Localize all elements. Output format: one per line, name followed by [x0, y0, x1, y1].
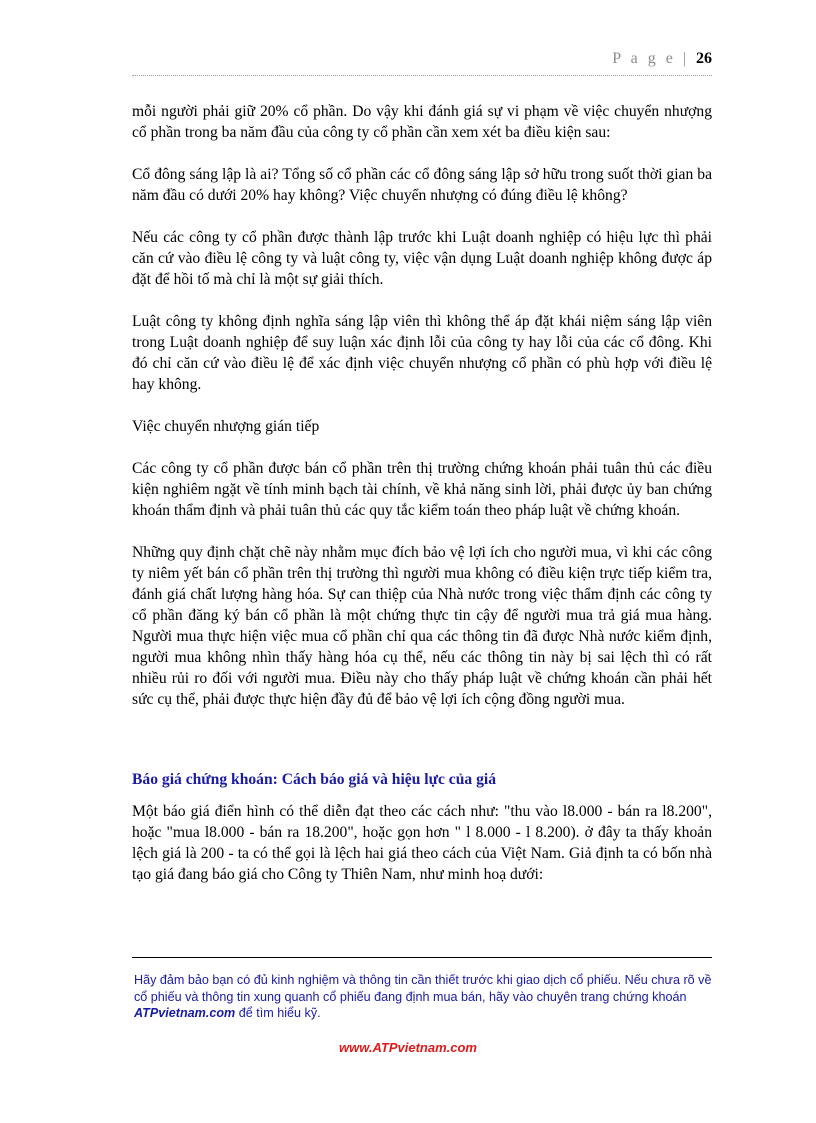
- page-number: 26: [696, 50, 712, 67]
- page-header: [612, 50, 712, 68]
- paragraph: Cổ đông sáng lập là ai? Tổng số cổ phần các cổ đông sáng lập sở hữu trong suốt thời gian ba năm đầu có dưới 20% hay không? Việc chuyển nhượng có đúng điều lệ không?: [132, 166, 712, 204]
- footer-note: [134, 972, 712, 1022]
- paragraph: Luật công ty không định nghĩa sáng lập viên thì không thể áp đặt khái niệm sáng lập viên trong Luật doanh nghiệp để suy luận xác định lỗi của công ty hay lỗi của các cổ đông. Khi đó chỉ căn cứ vào điều lệ để xác định việc chuyển nhượng cổ phần có phù hợp với điều lệ hay không.: [132, 313, 712, 393]
- paragraph: Việc chuyển nhượng gián tiếp: [132, 418, 320, 435]
- footer-text-end: để tìm hiểu kỹ.: [235, 1006, 321, 1020]
- paragraph: Các công ty cổ phần được bán cổ phần trên thị trường chứng khoán phải tuân thủ các điều kiện nghiêm ngặt về tính minh bạch tài chính, về khả năng sinh lời, phải được ủy ban chứng khoán thẩm định và phải tuân thủ các quy tắc kiểm toán theo pháp luật về chứng khoán.: [132, 460, 712, 519]
- body-text: [132, 101, 712, 710]
- paragraph: Một báo giá điển hình có thể diễn đạt theo các cách như: "thu vào l8.000 - bán ra l8.200", hoặc "mua l8.000 - bán ra 18.200", hoặc gọn hơn " l 8.000 - l 8.200). ở đây ta thấy khoản lệch giá là 200 - ta có thể gọi là lệch hai giá theo cách của Việt Nam. Giả định ta có bốn nhà tạo giá đang báo giá cho Công ty Thiên Nam, như minh hoạ dưới:: [132, 803, 712, 883]
- header-divider: [132, 75, 712, 76]
- section-body: [132, 801, 712, 885]
- paragraph: mỗi người phải giữ 20% cổ phần. Do vậy khi đánh giá sự vi phạm về việc chuyển nhượng cổ phần trong ba năm đầu của công ty cổ phần cần xem xét ba điều kiện sau:: [132, 103, 712, 141]
- paragraph: Nếu các công ty cổ phần được thành lập trước khi Luật doanh nghiệp có hiệu lực thì phải căn cứ vào điều lệ công ty và luật công ty, việc vận dụng Luật doanh nghiệp không được áp đặt để hồi tố mà chỉ là một sự giải thích.: [132, 229, 712, 288]
- section-heading: Báo giá chứng khoán: Cách báo giá và hiệu lực của giá: [132, 771, 496, 788]
- footer-website-link[interactable]: www.ATPvietnam.com: [339, 1040, 477, 1055]
- footer-divider: [132, 957, 712, 958]
- footer-brand-link[interactable]: ATPvietnam.com: [134, 1006, 236, 1020]
- page-separator: |: [682, 50, 689, 67]
- page-label: P a g e: [612, 50, 676, 67]
- paragraph: Những quy định chặt chẽ này nhằm mục đích bảo vệ lợi ích cho người mua, vì khi các công ty niêm yết bán cổ phần trên thị trường thì người mua không có điều kiện trực tiếp kiểm tra, đánh giá chất lượng hàng hóa. Sự can thiệp của Nhà nước trong việc thẩm định các công ty cổ phần đăng ký bán cổ phần là một chứng thực tin cậy để người mua trả giá mua hàng. Người mua thực hiện việc mua cổ phần chỉ qua các thông tin đã được Nhà nước kiểm định, người mua không nhìn thấy hàng hóa cụ thể, nếu các thông tin này bị sai lệch thì có rất nhiều rủi ro đối với người mua. Điều này cho thấy pháp luật về chứng khoán cần phải hết sức cụ thể, phải được thực hiện đầy đủ để bảo vệ lợi ích cộng đồng người mua.: [132, 544, 712, 708]
- footer-text: Hãy đảm bảo bạn có đủ kinh nghiệm và thông tin cần thiết trước khi giao dịch cổ phiếu. Nếu chưa rõ về cổ phiếu và thông tin xung quanh cổ phiếu đang định mua bán, hãy vào chuyên trang chứng khoán: [134, 973, 712, 1004]
